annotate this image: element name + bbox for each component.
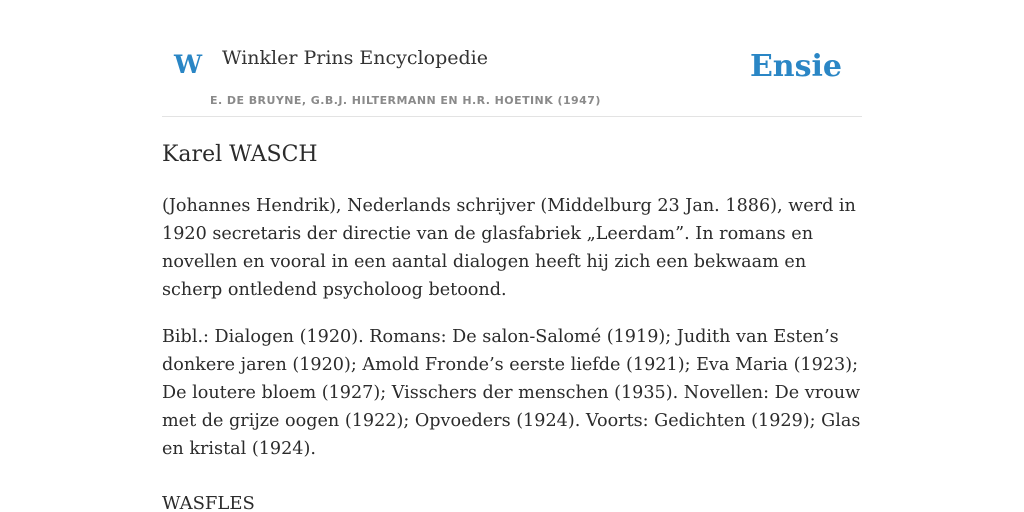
ensie-brand-link[interactable]: Ensie (749, 49, 842, 84)
article-paragraph-2: Bibl.: Dialogen (1920). Romans: De salon-Salomé (1919); Judith van Esten’s donkere jaren (1920); Amold Fronde’s eerste liefde (1921); Eva Maria (1923); De loutere bloem (1927); Visschers der menschen (1935). Novellen: De vrouw met de grijze oogen (1922); Opvoeders (1924). Voorts: Gedichten (1929); Glas en kristal (1924). (162, 327, 861, 459)
header (162, 0, 862, 117)
next-entry-link[interactable]: WASFLES (162, 493, 255, 512)
encyclopedia-title[interactable]: Winkler Prins Encyclopedie (222, 47, 488, 69)
article-paragraph-1: (Johannes Hendrik), Nederlands schrijver (Middelburg 23 Jan. 1886), werd in 1920 secretaris der directie van de glasfabriek „Leerdam”. In romans en novellen en vooral in een aantal dialogen heeft hij zich een bekwaam en scherp ontledend psycholoog betoond. (162, 196, 856, 300)
encyclopedia-authors: E. DE BRUYNE, G.B.J. HILTERMANN EN H.R. HOETINK (1947) (210, 94, 601, 107)
encyclopedia-logo-icon[interactable]: W (174, 50, 203, 79)
article-title: Karel WASCH (162, 142, 318, 167)
article-page (162, 0, 862, 512)
